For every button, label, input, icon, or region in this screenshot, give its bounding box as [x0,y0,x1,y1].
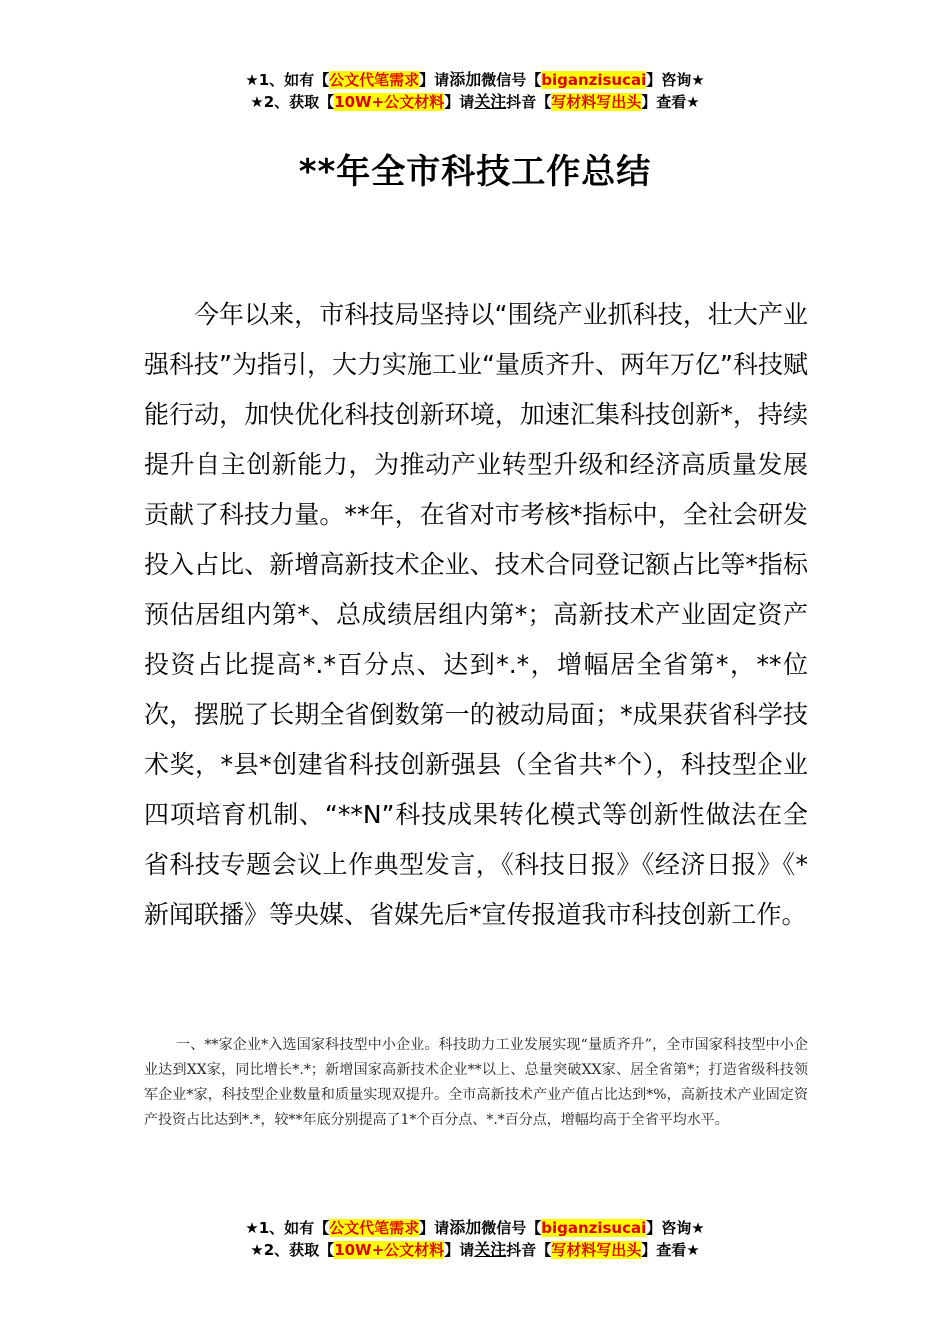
promo-highlight: 公文代笔需求 [329,1219,420,1237]
promo-highlight: 公文代笔需求 [329,71,420,89]
promo-text: 】请 [444,1241,475,1259]
promo-emphasis: 添加 [449,70,482,89]
promo-text: 】请 [419,1219,450,1237]
promo-text: 微信号【 [481,71,542,89]
promo-text: 抖音【 [506,1241,552,1259]
promo-text: 】请 [419,71,450,89]
promo-line-2 [0,1239,950,1261]
promo-text: 抖音【 [506,93,552,111]
promo-text: 微信号【 [481,1219,542,1237]
promo-highlight: 10W+公文材料 [334,1241,445,1259]
top-promo-banner [0,69,950,113]
promo-text: 】咨询★ [646,71,705,89]
promo-emphasis: 添加 [449,1218,482,1237]
promo-emphasis: 关注 [474,1240,507,1259]
promo-line-1 [0,69,950,91]
promo-douyin-name: 写材料写出头 [551,93,642,111]
promo-text: ★2、获取【 [250,1241,335,1259]
promo-wechat-id: biganzisucai [541,71,647,89]
section-one [144,1033,808,1133]
promo-douyin-name: 写材料写出头 [551,1241,642,1259]
promo-text: ★1、如有【 [245,1219,330,1237]
promo-text: 】查看★ [641,93,700,111]
promo-text: 】请 [444,93,475,111]
document-title: **年全市科技工作总结 [298,152,652,192]
intro-paragraph: 今年以来，市科技局坚持以“围绕产业抓科技，壮大产业强科技”为指引，大力实施工业“量质齐升、两年万亿”科技赋能行动，加快优化科技创新环境，加速汇集科技创新*，持续提升自主创新能力，为推动产业转型升级和经济高质量发展贡献了科技力量。**年，在省对市考核*指标中，全社会研发投入占比、新增高新技术企业、技术合同登记额占比等*指标预估居组内第*、总成绩居组内第*；高新技术产业固定资产投资占比提高*.*百分点、达到*.*，增幅居全省第*，**位次，摆脱了长期全省倒数第一的被动局面；*成果获省科学技术奖，*县*创建省科技创新强县（全省共*个），科技型企业四项培育机制、“**N”科技成果转化模式等创新性做法在全省科技专题会议上作典型发言，《科技日报》《经济日报》《*新闻联播》等央媒、省媒先后*宣传报道我市科技创新工作。 [144,300,808,929]
promo-emphasis: 关注 [474,92,507,111]
promo-line-1 [0,1217,950,1239]
promo-line-2 [0,91,950,113]
promo-highlight: 10W+公文材料 [334,93,445,111]
promo-text: ★1、如有【 [245,71,330,89]
promo-text: ★2、获取【 [250,93,335,111]
document-body [144,290,808,940]
section-one-paragraph: 一、**家企业*入选国家科技型中小企业。科技助力工业发展实现“量质齐升”，全市国家科技型中小企业达到XX家，同比增长*.*；新增国家高新技术企业**以上、总量突破XX家、居全省第*；打造省级科技领军企业*家，科技型企业数量和质量实现双提升。全市高新技术产业产值占比达到*%，高新技术产业固定资产投资占比达到*.*，较**年底分别提高了1*个百分点、*.*百分点，增幅均高于全省平均水平。 [144,1037,808,1128]
bottom-promo-banner [0,1217,950,1261]
promo-wechat-id: biganzisucai [541,1219,647,1237]
promo-text: 】查看★ [641,1241,700,1259]
promo-text: 】咨询★ [646,1219,705,1237]
